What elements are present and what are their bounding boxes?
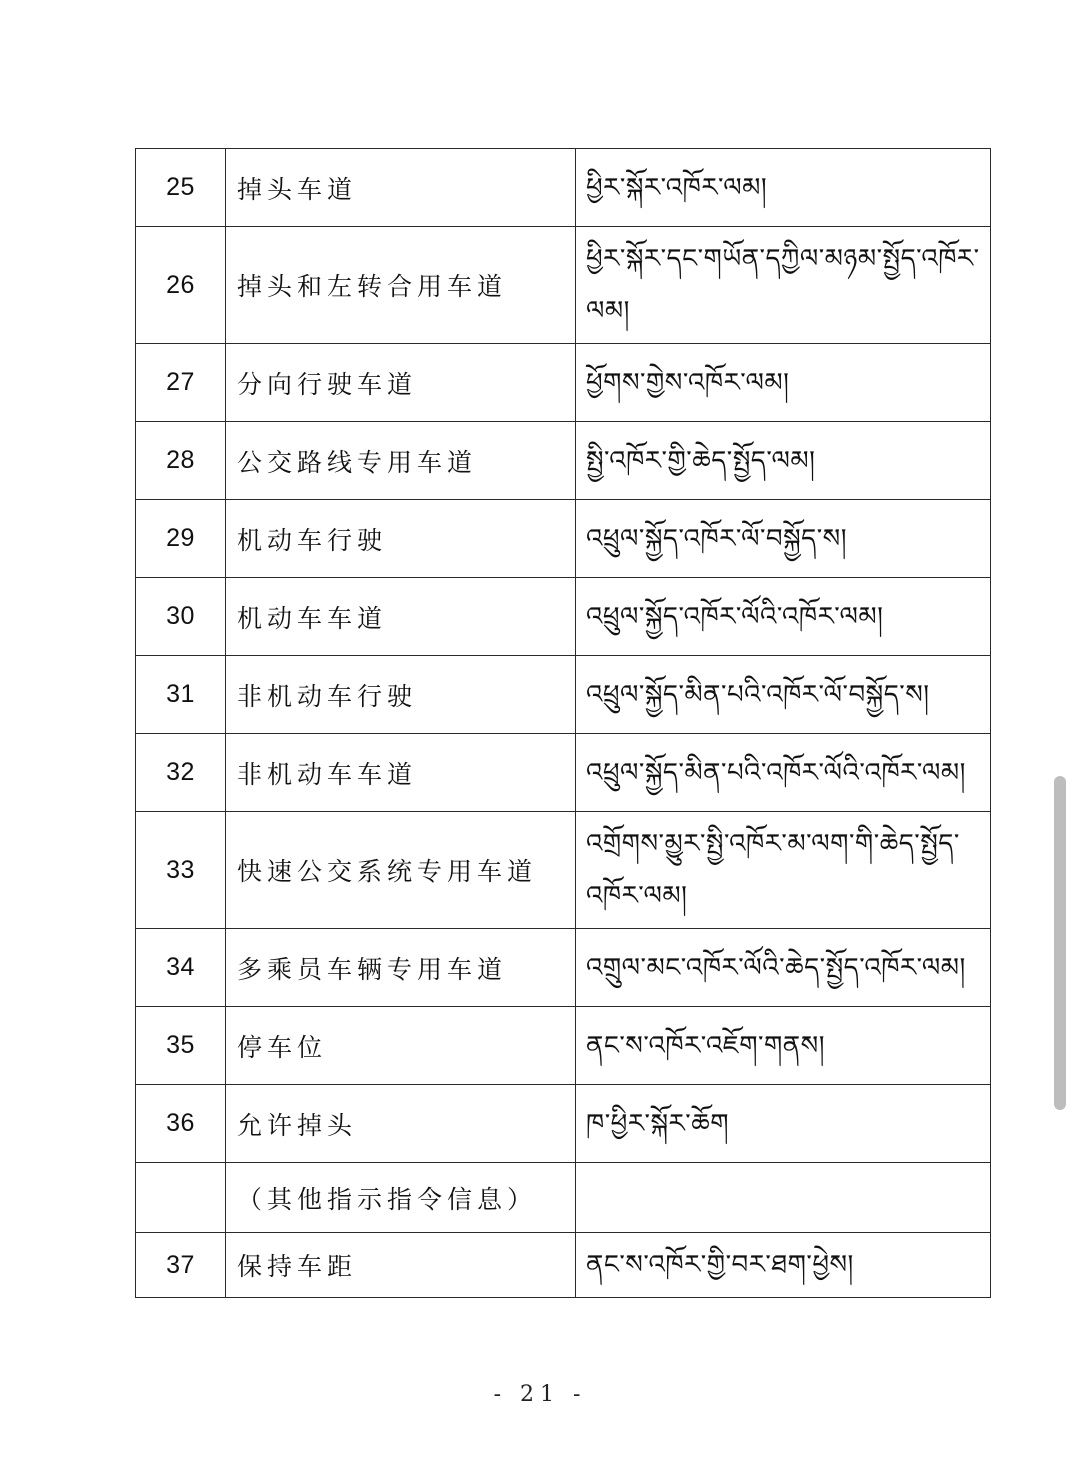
table-row	[136, 1233, 991, 1298]
tibetan-term: ཕྱིར་སྐོར་དང་གཡོན་དཀྱིལ་མཉམ་སྤྱོད་འཁོར་ལམ།	[576, 227, 991, 344]
table-row	[136, 1007, 991, 1085]
tibetan-term: ནང་ས་འཁོར་གྱི་བར་ཐག་ཕྱེས།	[576, 1233, 991, 1298]
vertical-scrollbar[interactable]	[1054, 776, 1066, 1110]
row-number: 32	[136, 734, 226, 812]
tibetan-term: ཕྱོགས་གྱེས་འཁོར་ལམ།	[576, 344, 991, 422]
row-number: 33	[136, 812, 226, 929]
table-row	[136, 500, 991, 578]
row-number: 30	[136, 578, 226, 656]
row-number: 31	[136, 656, 226, 734]
tibetan-term: འགྲོགས་མྱུར་སྤྱི་འཁོར་མ་ལག་གི་ཆེད་སྤྱོད་འཁོར་ལམ།	[576, 812, 991, 929]
table-row	[136, 1085, 991, 1163]
table-row	[136, 227, 991, 344]
table-row	[136, 812, 991, 929]
row-number: 26	[136, 227, 226, 344]
table-row	[136, 578, 991, 656]
row-number: 36	[136, 1085, 226, 1163]
table-row	[136, 422, 991, 500]
tibetan-term: ཁ་ཕྱིར་སྐོར་ཆོག	[576, 1085, 991, 1163]
tibetan-term: འཕྲུལ་སྐྱོད་མིན་པའི་འཁོར་ལོ་བསྐྱོད་ས།	[576, 656, 991, 734]
chinese-term: 多乘员车辆专用车道	[226, 929, 576, 1007]
page-number: - 21 -	[493, 1382, 587, 1407]
chinese-term: 允许掉头	[226, 1085, 576, 1163]
chinese-term: 非机动车车道	[226, 734, 576, 812]
tibetan-term: ནང་ས་འཁོར་འཇོག་གནས།	[576, 1007, 991, 1085]
chinese-term: 掉头和左转合用车道	[226, 227, 576, 344]
tibetan-term: འཕྲུལ་སྐྱོད་འཁོར་ལོ་བསྐྱོད་ས།	[576, 500, 991, 578]
section-note: （其他指示指令信息）	[226, 1163, 576, 1233]
chinese-term: 保持车距	[226, 1233, 576, 1298]
tibetan-term: འགྲུལ་མང་འཁོར་ལོའི་ཆེད་སྤྱོད་འཁོར་ལམ།	[576, 929, 991, 1007]
empty-tibetan-cell	[576, 1163, 991, 1233]
chinese-term: 停车位	[226, 1007, 576, 1085]
row-number: 27	[136, 344, 226, 422]
table-row	[136, 149, 991, 227]
chinese-term: 机动车行驶	[226, 500, 576, 578]
chinese-term: 机动车车道	[226, 578, 576, 656]
table-row	[136, 734, 991, 812]
chinese-term: 非机动车行驶	[226, 656, 576, 734]
row-number: 25	[136, 149, 226, 227]
empty-number-cell	[136, 1163, 226, 1233]
row-number: 28	[136, 422, 226, 500]
tibetan-term: ཕྱིར་སྐོར་འཁོར་ལམ།	[576, 149, 991, 227]
tibetan-term: འཕྲུལ་སྐྱོད་འཁོར་ལོའི་འཁོར་ལམ།	[576, 578, 991, 656]
chinese-term: 掉头车道	[226, 149, 576, 227]
table-row	[136, 929, 991, 1007]
row-number: 34	[136, 929, 226, 1007]
section-note-row	[136, 1163, 991, 1233]
tibetan-term: འཕྲུལ་སྐྱོད་མིན་པའི་འཁོར་ལོའི་འཁོར་ལམ།	[576, 734, 991, 812]
row-number: 35	[136, 1007, 226, 1085]
table-row	[136, 344, 991, 422]
chinese-term: 分向行驶车道	[226, 344, 576, 422]
chinese-term: 快速公交系统专用车道	[226, 812, 576, 929]
row-number: 37	[136, 1233, 226, 1298]
tibetan-term: སྤྱི་འཁོར་གྱི་ཆེད་སྤྱོད་ལམ།	[576, 422, 991, 500]
table-row	[136, 656, 991, 734]
row-number: 29	[136, 500, 226, 578]
chinese-term: 公交路线专用车道	[226, 422, 576, 500]
terms-table	[135, 148, 991, 1298]
